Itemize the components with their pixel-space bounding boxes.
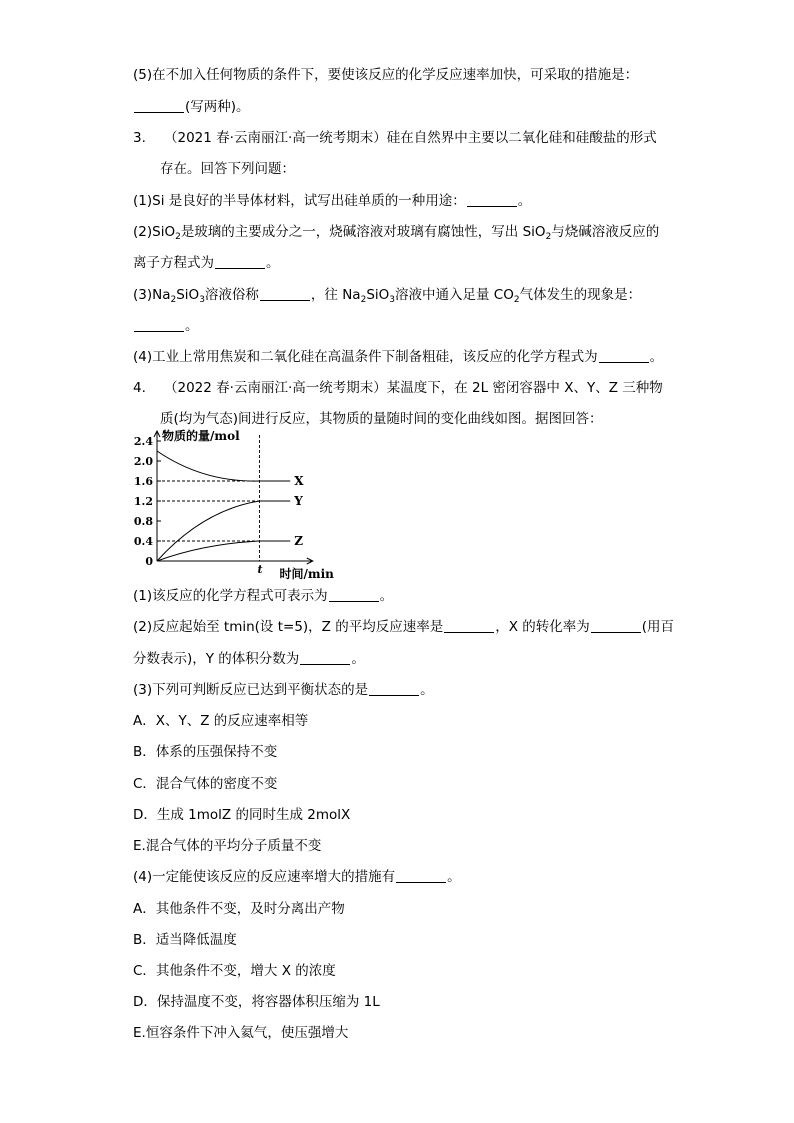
answer-blank [134, 100, 184, 113]
y-tick-label: 2.0 [133, 455, 153, 468]
q4-number: 4. [133, 380, 146, 396]
y-tick-label: 2.4 [133, 435, 153, 448]
answer-blank [396, 870, 446, 883]
y-tick-label: 1.2 [133, 495, 153, 508]
q3-part3-line2: 。 [133, 317, 199, 335]
y-axis-label: 物质的量/mol [162, 429, 240, 443]
q4-part2-line1: (2)反应起始至 tmin(设 t=5)，Z 的平均反应速率是 ，X 的转化率为 (用百 [133, 619, 675, 635]
q2-part5-line1: (5)在不加入任何物质的条件下，要使该反应的化学反应速率加快，可采取的措施是： [133, 67, 639, 83]
q4-part1: (1)该反应的化学方程式可表示为 。 [133, 588, 394, 604]
q3-part4: (4)工业上常用焦炭和二氧化硅在高温条件下制备粗硅，该反应的化学方程式为 。 [133, 349, 664, 365]
q3-part1: (1)Si 是良好的半导体材料，试写出硅单质的一种用途： 。 [133, 193, 532, 209]
answer-blank [260, 288, 310, 301]
q4-part3: (3)下列可判断反应已达到平衡状态的是 。 [133, 682, 434, 698]
answer-blank [444, 620, 494, 633]
q3-part2-line1: (2)SiO$_2$是玻璃的主要成分之一，烧碱溶液对玻璃有腐蚀性，写出 SiO$_2$与烧碱溶液反应的 [133, 224, 660, 242]
q4-part3-option-b: B．体系的压强保持不变 [133, 744, 278, 760]
q4-part4-option-b: B．适当降低温度 [133, 932, 237, 948]
q4-part4: (4)一定能使该反应的反应速率增大的措施有 。 [133, 869, 461, 885]
x-axis-label: 时间/min [279, 567, 334, 581]
answer-blank [599, 350, 649, 363]
answer-blank [329, 589, 379, 602]
q4-intro-line1: （2022 春·云南丽江·高一统考期末）某温度下，在 2L 密闭容器中 X、Y、Z 三种物 [164, 380, 663, 396]
q4-part4-option-e: E.恒容条件下冲入氦气，使压强增大 [133, 1025, 349, 1041]
q4-part4-option-d: D．保持温度不变，将容器体积压缩为 1L [133, 994, 380, 1010]
answer-blank [369, 683, 419, 696]
y-tick-label: 0.8 [133, 515, 153, 528]
x-tick-label-t: t [257, 563, 263, 576]
series-label-z: Z [294, 534, 304, 548]
q4-part4-option-a: A．其他条件不变，及时分离出产物 [133, 901, 345, 917]
series-curve-z [157, 541, 260, 561]
q4-part3-option-c: C．混合气体的密度不变 [133, 776, 278, 792]
y-tick-label: 0.4 [133, 535, 153, 548]
answer-blank [467, 194, 517, 207]
q3-part3-line1: $(3)Na_2SiO_3$溶液俗称 ，往 $Na_2SiO_3$溶液中通入足量 $CO_2$气体发生的现象是： [133, 287, 642, 305]
answer-blank [300, 652, 350, 665]
q4-part4-option-c: C．其他条件不变，增大 X 的浓度 [133, 963, 336, 979]
answer-blank [134, 319, 184, 332]
answer-blank [215, 256, 265, 269]
y-tick-label: 0 [145, 555, 153, 568]
answer-blank [591, 620, 641, 633]
series-curve-x [157, 451, 260, 481]
y-tick-label: 1.6 [133, 475, 153, 488]
q4-part3-option-a: A．X、Y、Z 的反应速率相等 [133, 713, 309, 729]
q2-part5-line2: (写两种)。 [133, 98, 250, 116]
q3-intro-line1: （2021 春·云南丽江·高一统考期末）硅在自然界中主要以二氧化硅和硅酸盐的形式 [164, 130, 657, 146]
series-label-y: Y [294, 494, 303, 508]
q4-part2-line2: 分数表示)，Y 的体积分数为 。 [133, 651, 365, 667]
q4-part3-option-e: E.混合气体的平均分子质量不变 [133, 838, 322, 854]
series-curve-y [157, 501, 260, 561]
amount-vs-time-chart [128, 429, 334, 581]
q3-number: 3. [133, 130, 146, 146]
q4-part3-option-d: D．生成 1molZ 的同时生成 2molX [133, 807, 351, 823]
series-label-x: X [294, 474, 304, 488]
q4-intro-line2: 质(均为气态)间进行反应，其物质的量随时间的变化曲线如图。据图回答： [160, 411, 603, 427]
q3-part2-line2: 离子方程式为 。 [133, 255, 280, 271]
q3-intro-line2: 存在。回答下列问题： [160, 161, 295, 177]
